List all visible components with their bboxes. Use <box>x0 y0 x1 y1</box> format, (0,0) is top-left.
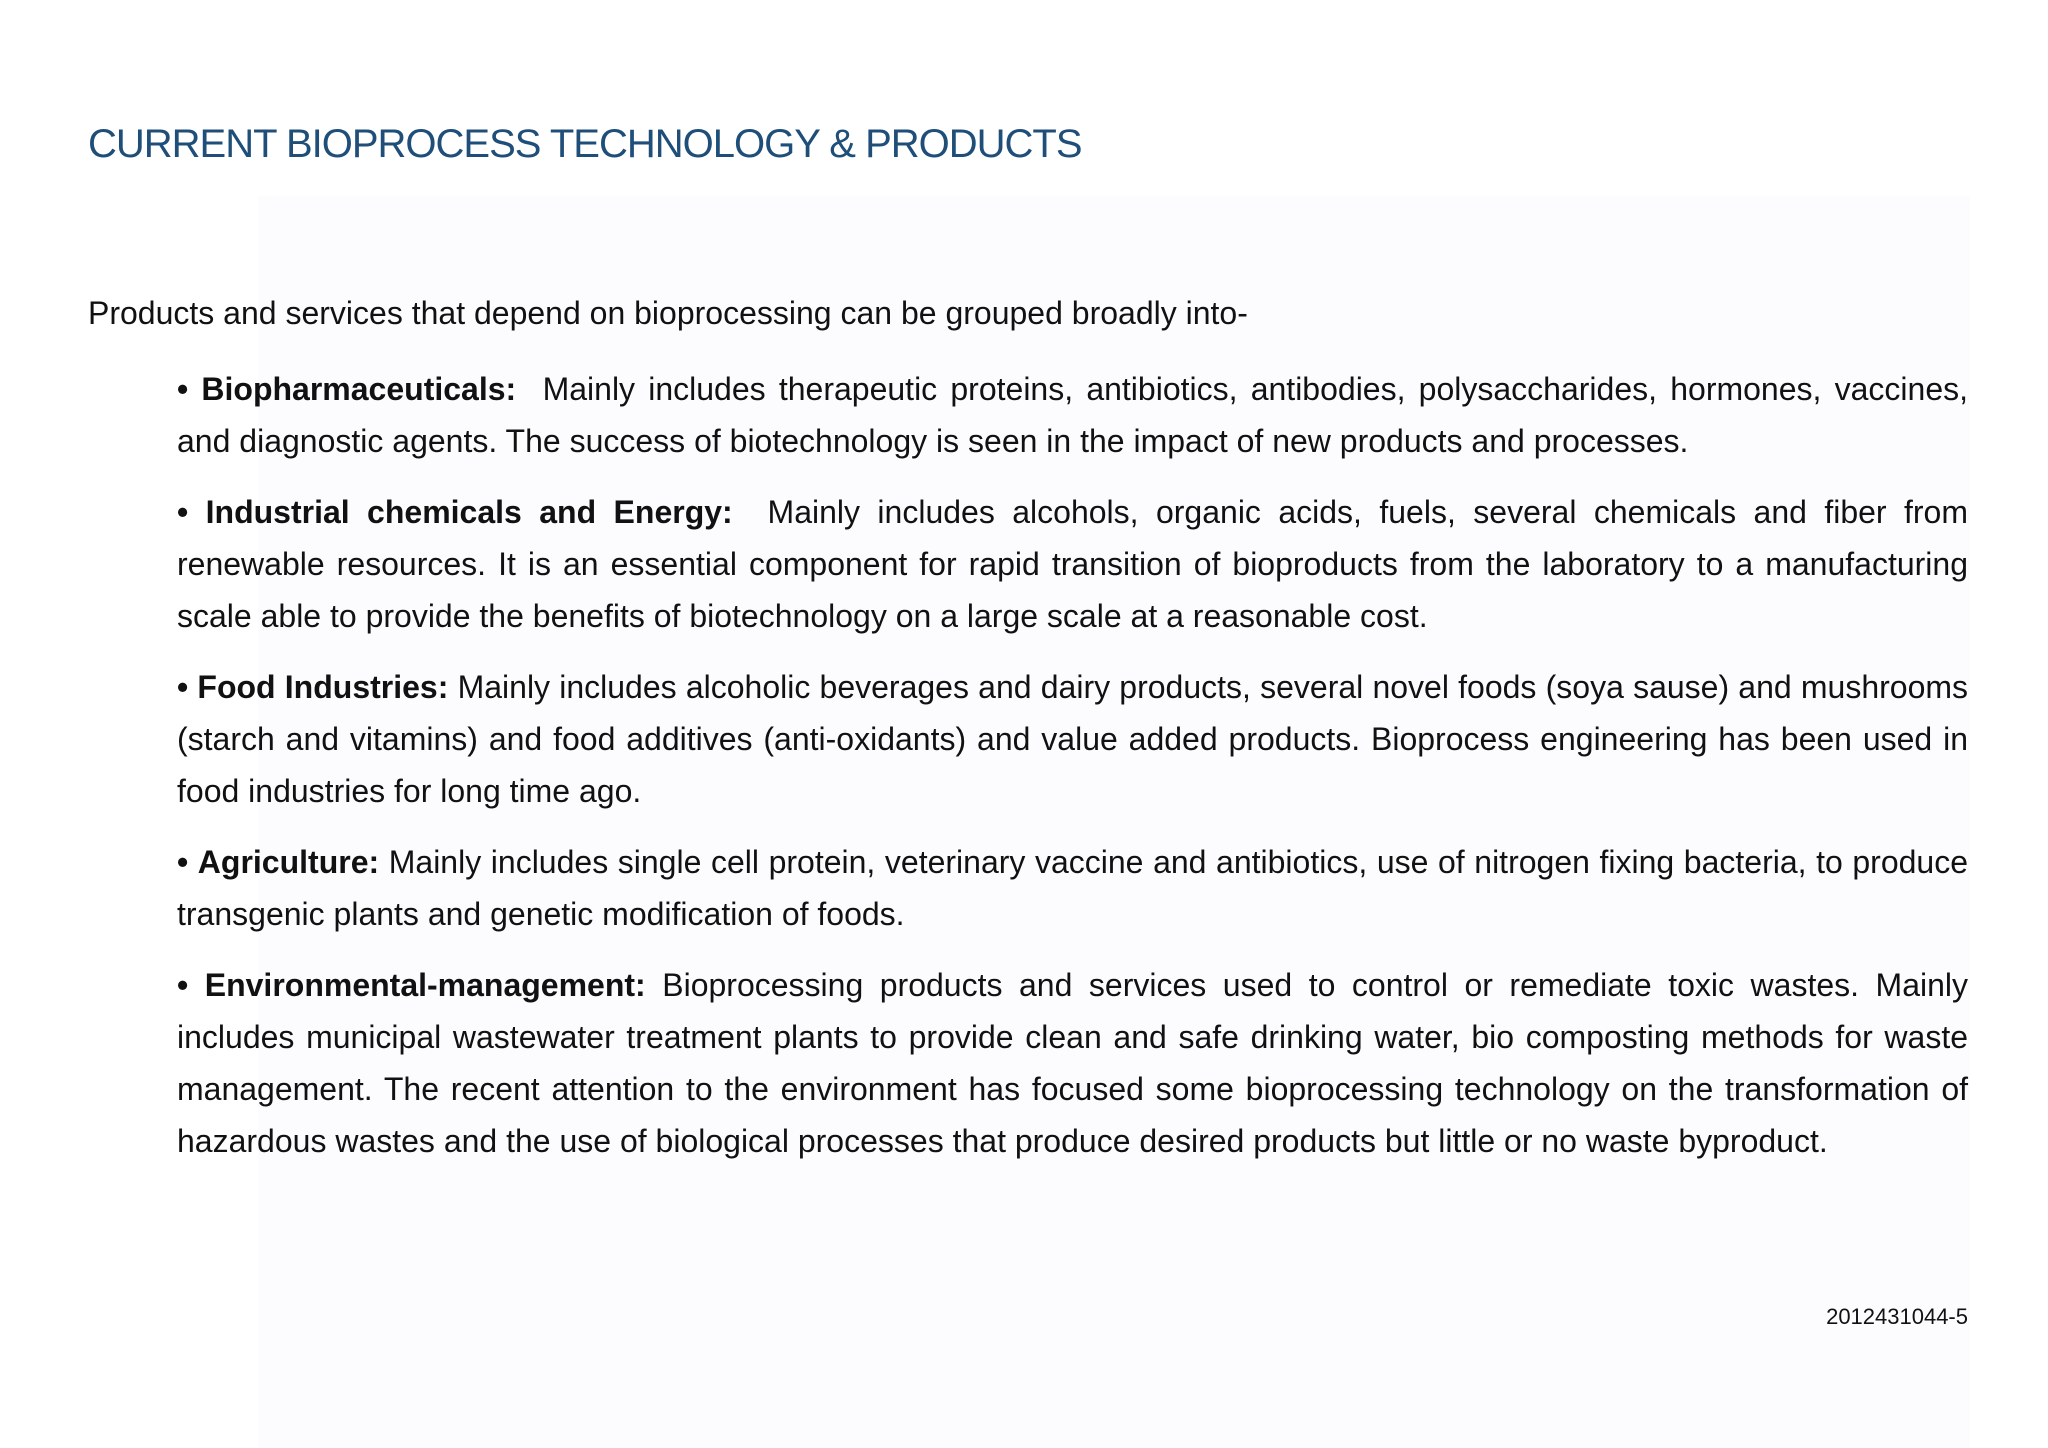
bullet-item-industrial-chemicals <box>177 486 1968 642</box>
bullet-text: Mainly includes alcoholic beverages and dairy products, several novel foods (soya sause) and mushrooms (starch and vitamins) and food additives (anti-oxidants) and value added products. Bioprocess engineering has been used in food industries for long time ago. <box>177 669 1969 809</box>
intro-paragraph: Products and services that depend on bioprocessing can be grouped broadly into- <box>88 295 1248 331</box>
bullet-icon: • <box>177 494 189 530</box>
bullet-item-food-industries <box>177 661 1968 817</box>
bullet-icon: • <box>177 669 189 705</box>
bullet-text: Bioprocessing products and services used to control or remediate toxic wastes. Mainly includes municipal wastewater treatment plants to provide clean and safe drinking water, bio composting methods for waste management. The recent attention to the environment has focused some bioprocessing technology on the transformation of hazardous wastes and the use of biological processes that produce desired products but little or no waste byproduct. <box>177 967 1969 1159</box>
bullet-item-environmental-management <box>177 959 1968 1167</box>
bullet-text: Mainly includes therapeutic proteins, antibiotics, antibodies, polysaccharides, hormones, vaccines, and diagnostic agents. The success of biotechnology is seen in the impact of new products and processes. <box>177 371 1969 459</box>
bullet-term: Food Industries: <box>197 669 449 705</box>
bullet-term: Agriculture: <box>197 844 380 880</box>
bullet-icon: • <box>177 844 189 880</box>
bullet-text: Mainly includes single cell protein, veterinary vaccine and antibiotics, use of nitrogen fixing bacteria, to produce transgenic plants and genetic modification of foods. <box>177 844 1969 932</box>
document-page <box>88 0 1968 1448</box>
bullet-term: Industrial chemicals and Energy: <box>205 494 733 530</box>
page-number: 2012431044-5 <box>1826 1304 1968 1329</box>
bullet-term: Environmental-management: <box>204 967 646 1003</box>
bullet-item-agriculture <box>177 836 1968 940</box>
bullet-icon: • <box>177 967 189 1003</box>
bullet-list <box>177 363 1968 1186</box>
bullet-icon: • <box>177 371 189 407</box>
bullet-item-biopharmaceuticals <box>177 363 1968 467</box>
bullet-text: Mainly includes alcohols, organic acids, fuels, several chemicals and fiber from renewable resources. It is an essential component for rapid transition of bioproducts from the laboratory to a manufacturing scale able to provide the benefits of biotechnology on a large scale at a reasonable cost. <box>177 494 1969 634</box>
page-title: CURRENT BIOPROCESS TECHNOLOGY & PRODUCTS <box>88 122 1082 166</box>
bullet-term: Biopharmaceuticals: <box>201 371 517 407</box>
